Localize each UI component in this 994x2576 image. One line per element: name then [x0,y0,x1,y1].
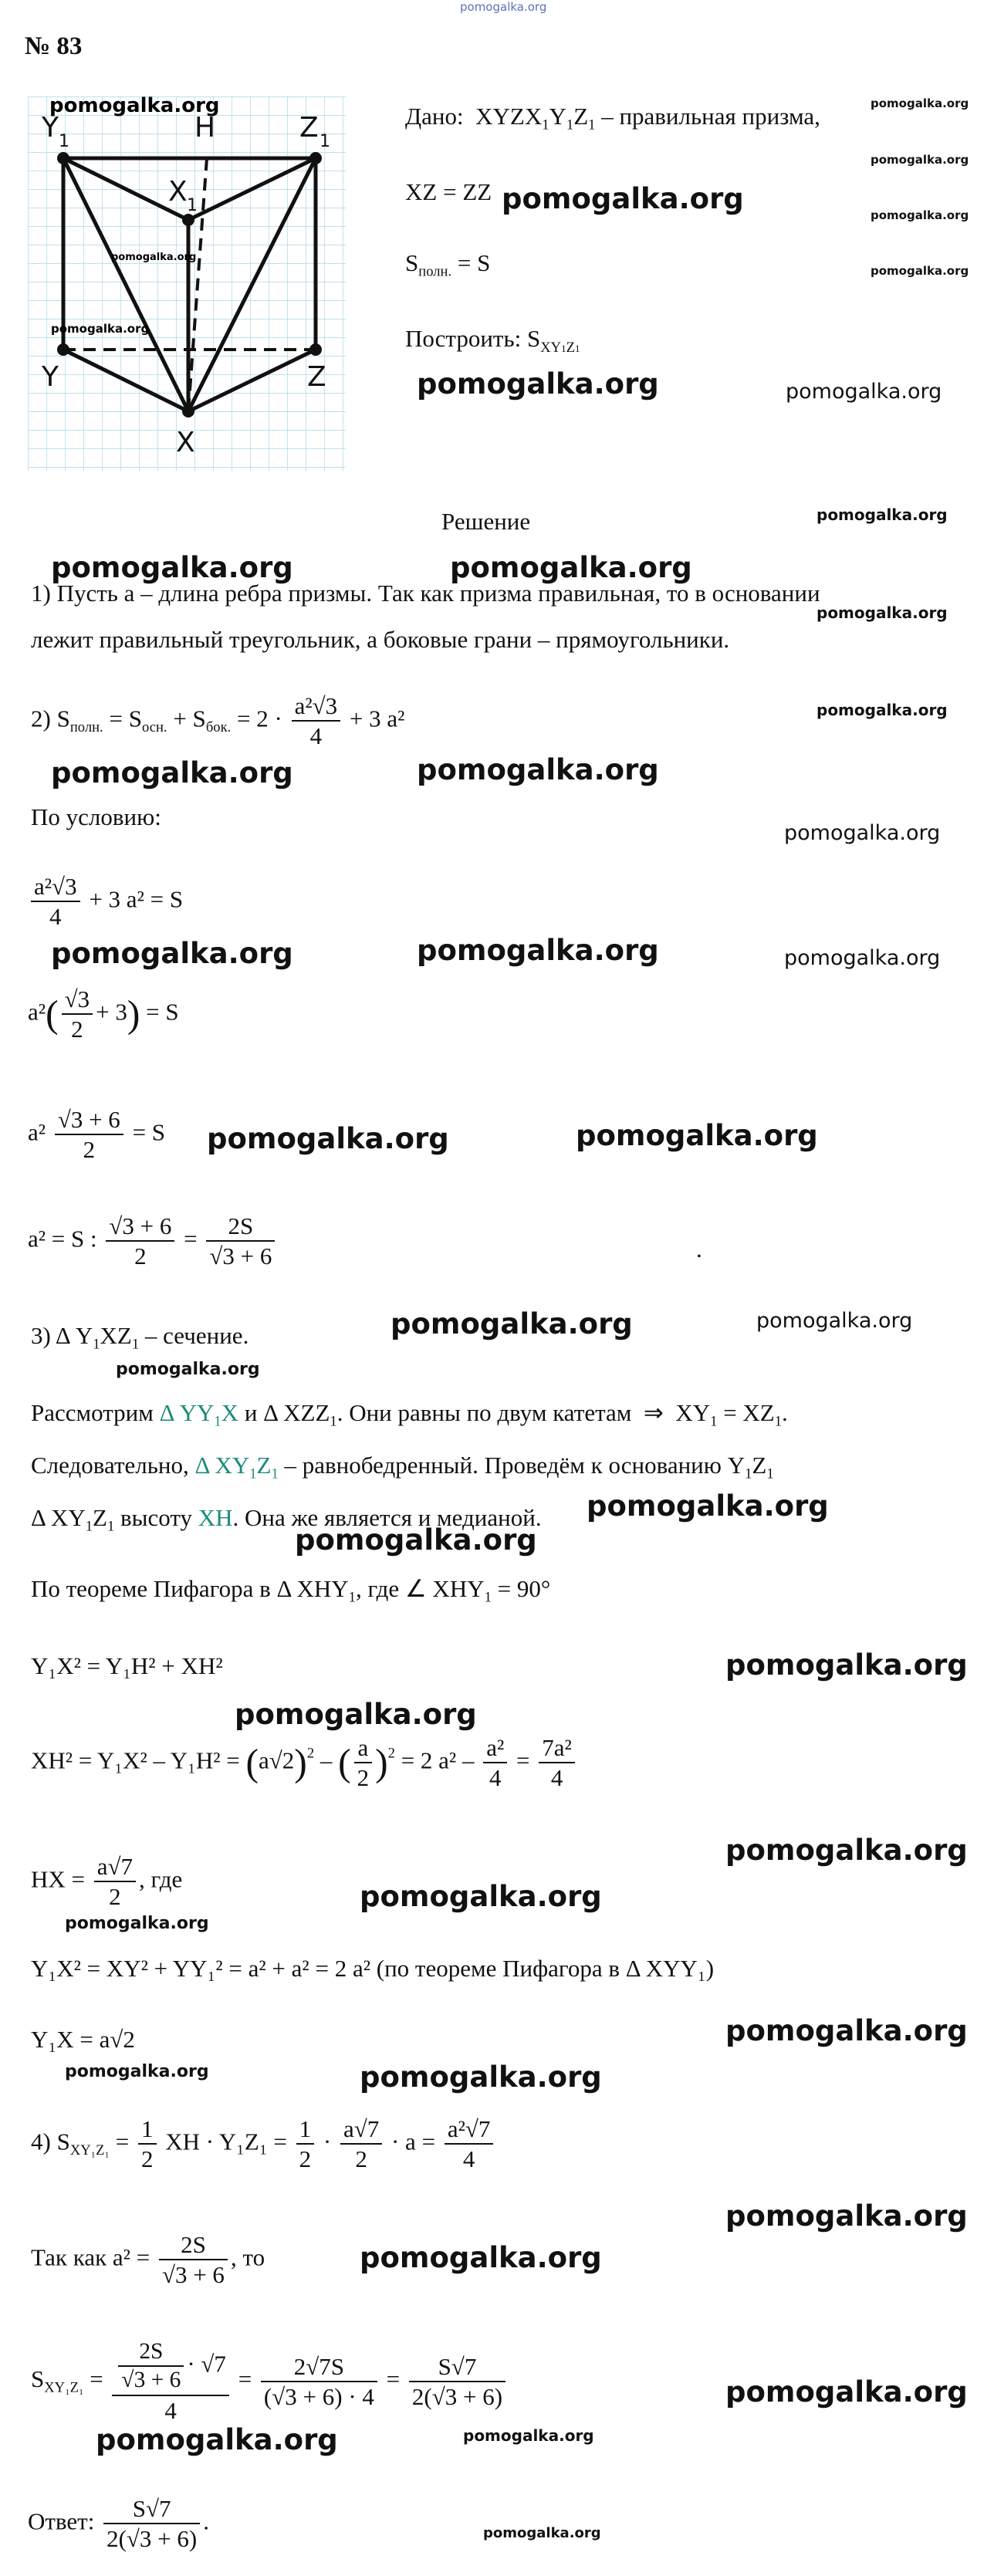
hx-equation: HX = $\frac{a√7}{2}$ , где [31,1853,183,1911]
wm-big: pomogalka.org [725,1834,968,1867]
trailing-dot: . [696,1236,702,1263]
wm-medium: pomogalka.org [784,946,941,970]
wm-big: pomogalka.org [51,756,293,789]
wm-big: pomogalka.org [502,182,744,215]
wm-big: pomogalka.org [725,2375,968,2409]
given-line-3: $S_{полн.} = S$ [405,249,491,280]
by-condition: По условию: [31,803,161,830]
equation-b: a²( $\frac{√3}{2}$ + 3) = S [28,985,179,1043]
wm-big: pomogalka.org [417,934,659,967]
y1x-result: Y₁X = a√2 [31,2026,135,2053]
wm-big: pomogalka.org [360,2060,602,2094]
problem-number: № 83 [25,32,83,60]
figure-watermark-3: pomogalka.org [51,322,150,336]
equation-a: $\frac{\text{a²√3}}{4}$ + 3 a² = S [28,872,183,931]
wm-big: pomogalka.org [295,1523,537,1557]
wm-big: pomogalka.org [96,2423,338,2456]
wm-small: pomogalka.org [65,1914,209,1933]
label-Y: Y [42,361,59,393]
wm-small: pomogalka.org [816,603,948,622]
build-line: Построить: $S_{XY1Z1}$ [405,325,580,356]
wm-small: pomogalka.org [871,264,969,278]
wm-big: pomogalka.org [725,1648,968,1682]
wm-big: pomogalka.org [576,1119,818,1152]
label-X1-sub: 1 [187,196,198,215]
wm-big: pomogalka.org [235,1698,477,1731]
figure-watermark-2: pomogalka.org [111,252,197,263]
wm-big: pomogalka.org [417,753,659,786]
answer-line: Ответ: $\frac{S√7}{2(√3 + 6)}$ . [28,2495,209,2553]
wm-small: pomogalka.org [871,208,969,222]
step3-line1: 3) Δ $Y_1XZ_1$ – сечение. [31,1322,249,1353]
site-watermark-top: pomogalka.org [460,0,547,14]
wm-medium: pomogalka.org [784,821,941,845]
wm-big: pomogalka.org [725,2199,968,2233]
wm-small: pomogalka.org [816,505,948,524]
wm-big: pomogalka.org [207,1122,449,1155]
wm-small: pomogalka.org [871,153,969,167]
label-X1: X [168,176,188,208]
step1-line1: 1) Пусть a – длина ребра призмы. Так как призма правильная, то в основании [31,580,820,607]
figure-watermark-1: pomogalka.org [49,96,220,117]
step1-line2: лежит правильный треугольник, а боковые грани – прямоугольники. [31,626,730,653]
equation-d: a² = S : $\frac{√3 + 6}{2}$ = $\frac{2S}{√3 + 6}$ [28,1212,278,1270]
step3-line5: По теореме Пифагора в Δ $XHY_1$, где ∠ $XHY_1 = 90^\circ$ [31,1575,551,1606]
equation-c: a² $\frac{√3 + 6}{2}$ = S [28,1106,166,1164]
solution-title: Решение [441,508,531,535]
wm-big: pomogalka.org [417,367,659,401]
step2-line: 2) $S_{полн.} = S_{осн.} + S_{бок.} = 2$ · $\frac{\text{a²√3}}{4}$ + 3 a² [31,692,405,750]
step3-line4: Δ $XY_1Z_1$ высоту XH. Она же является и медианой. [31,1504,542,1535]
wm-small: pomogalka.org [483,2525,601,2541]
wm-small: pomogalka.org [65,2062,209,2081]
given-line-1: Дано: $XYZX_1Y_1Z_1$ – правильная призма, [405,103,820,134]
wm-medium: pomogalka.org [786,380,942,404]
label-Y1-sub: 1 [59,132,69,151]
wm-big: pomogalka.org [51,551,293,584]
label-Z1-sub: 1 [320,132,330,151]
y1x-squared: Y₁X² = XY² + YY₁² = a² + a² = 2 a² (по теореме Пифагора в Δ XYY₁) [31,1955,715,1982]
pythagoras-2: $XH^2 = Y_1X^2 - Y_1H^2 = (a√2)^2$ – ( $\frac{a}{2}$ )$^2$ = 2 a² – $\frac{\text{a²}}{4}$ = $\frac{\text{7a²}}{4}$ [31,1733,578,1792]
step4-line: 4) $S_{XY_1Z_1}$ = $\frac{1}{2}$ XH · Y₁Z₁ = $\frac{1}{2}$ · $\frac{a√7}{2}$ · a = $\frac{\text{a²√7}}{4}$ [31,2115,496,2173]
given-line-2: XZ = ZZ [405,178,492,205]
since-line: Так как a² = $\frac{2S}{√3 + 6}$ , то [31,2231,265,2289]
wm-big: pomogalka.org [450,551,692,584]
label-Z: Z [307,361,326,393]
step3-line3: Следовательно, Δ $XY_1Z_1$ – равнобедренный. Проведём к основанию $Y_1Z_1$ [31,1452,774,1482]
wm-big: pomogalka.org [725,2014,968,2047]
label-Y1: Y [42,112,59,144]
label-H: H [194,112,216,144]
step3-line2: Рассмотрим Δ $YY_1X$ и Δ $XZZ_1$. Они равны по двум катетам ⇒ $XY_1 = XZ_1$. [31,1399,788,1430]
wm-big: pomogalka.org [390,1307,633,1340]
final-equation: $S_{XY_1Z_1}$ = $\frac{2S}{√3 + 6}$ · √7 4 = $\frac{2√7S}{(√3 + 6) \cdot 4}$ = $\frac{S√7}{2(√3 + 6)}$ [31,2338,509,2425]
label-Z1: Z [299,112,319,144]
prism-figure [28,96,346,471]
wm-small: pomogalka.org [871,96,969,110]
wm-big: pomogalka.org [360,2241,602,2274]
label-X: X [176,427,195,458]
wm-small: pomogalka.org [463,2426,594,2445]
wm-small: pomogalka.org [116,1360,260,1379]
pythagoras-1: Y₁X² = Y₁H² + XH² [31,1652,223,1679]
wm-big: pomogalka.org [587,1489,829,1523]
wm-big: pomogalka.org [360,1880,602,1913]
wm-small: pomogalka.org [816,701,948,719]
wm-medium: pomogalka.org [756,1309,913,1333]
wm-big: pomogalka.org [51,937,293,970]
